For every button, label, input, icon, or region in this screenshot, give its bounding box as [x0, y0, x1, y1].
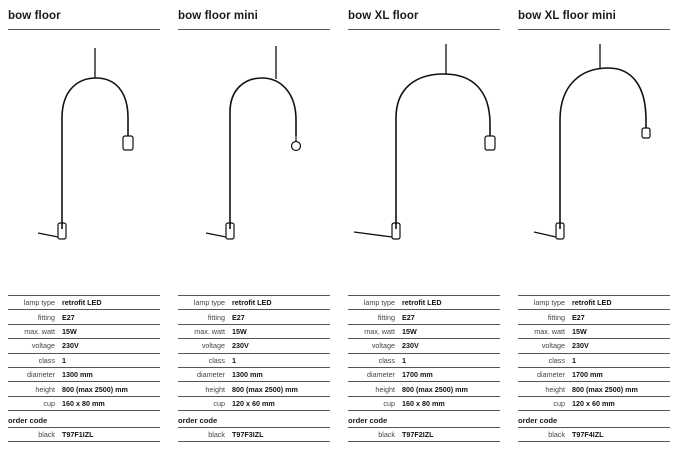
spec-label: lamp type: [363, 298, 395, 308]
spec-label: class: [208, 355, 225, 365]
order-color: black: [378, 430, 395, 440]
order-color: black: [208, 430, 225, 440]
order-code-heading: order code: [348, 416, 388, 425]
spec-value: 120 x 60 mm: [572, 398, 615, 408]
product-column-bow-xl-floor: [348, 0, 500, 458]
spec-label: voltage: [541, 341, 565, 351]
spec-label: class: [38, 355, 55, 365]
spec-value: 1: [402, 355, 406, 365]
order-code-heading: order code: [178, 416, 218, 425]
spec-row: [178, 382, 330, 396]
spec-value: 1700 mm: [572, 370, 603, 380]
spec-value: 1: [62, 355, 66, 365]
order-table: [8, 427, 160, 442]
order-code-heading: order code: [8, 416, 48, 425]
spec-value: E27: [62, 312, 75, 322]
spec-row: [348, 325, 500, 339]
spec-label: height: [35, 384, 55, 394]
spec-row: [8, 354, 160, 368]
spec-row: [8, 325, 160, 339]
order-table: [178, 427, 330, 442]
spec-value: 800 (max 2500) mm: [402, 384, 468, 394]
order-code: T97F3IZL: [232, 430, 264, 440]
spec-value: retrofit LED: [232, 298, 272, 308]
order-code: T97F4IZL: [572, 430, 604, 440]
spec-label: cup: [213, 398, 225, 408]
spec-label: voltage: [371, 341, 395, 351]
spec-value: 230V: [232, 341, 249, 351]
spec-label: max. watt: [194, 326, 225, 336]
spec-value: 1300 mm: [232, 370, 263, 380]
spec-row: [518, 368, 670, 382]
spec-label: height: [205, 384, 225, 394]
spec-table: [8, 295, 160, 411]
spec-row: [178, 397, 330, 411]
order-code: T97F2IZL: [402, 430, 434, 440]
spec-row: [348, 382, 500, 396]
spec-label: voltage: [31, 341, 55, 351]
spec-row: [518, 382, 670, 396]
spec-row: [518, 296, 670, 310]
spec-label: max. watt: [364, 326, 395, 336]
spec-label: cup: [383, 398, 395, 408]
spec-value: 15W: [572, 326, 587, 336]
spec-label: lamp type: [533, 298, 565, 308]
product-title: bow floor: [8, 10, 61, 22]
product-title: bow XL floor: [348, 10, 419, 22]
spec-label: fitting: [377, 312, 395, 322]
spec-value: 160 x 80 mm: [62, 398, 105, 408]
spec-label: class: [378, 355, 395, 365]
lamp-drawing-icon: [348, 40, 500, 250]
spec-label: diameter: [367, 370, 395, 380]
spec-value: 230V: [572, 341, 589, 351]
spec-value: retrofit LED: [572, 298, 612, 308]
order-table: [348, 427, 500, 442]
spec-label: height: [375, 384, 395, 394]
order-row: [348, 428, 500, 442]
order-color: black: [38, 430, 55, 440]
spec-label: diameter: [27, 370, 55, 380]
spec-row: [348, 354, 500, 368]
spec-label: max. watt: [24, 326, 55, 336]
product-column-bow-floor: [8, 0, 160, 458]
lamp-drawing-icon: [178, 40, 330, 250]
spec-value: 1: [232, 355, 236, 365]
spec-row: [518, 397, 670, 411]
title-divider: [348, 29, 500, 30]
product-title: bow floor mini: [178, 10, 258, 22]
spec-label: cup: [43, 398, 55, 408]
spec-label: class: [548, 355, 565, 365]
spec-row: [348, 368, 500, 382]
spec-value: 800 (max 2500) mm: [572, 384, 638, 394]
spec-row: [518, 325, 670, 339]
order-table: [518, 427, 670, 442]
spec-table: [348, 295, 500, 411]
spec-label: fitting: [547, 312, 565, 322]
title-divider: [8, 29, 160, 30]
spec-row: [348, 296, 500, 310]
spec-row: [8, 397, 160, 411]
spec-row: [178, 325, 330, 339]
spec-table: [178, 295, 330, 411]
spec-label: voltage: [201, 341, 225, 351]
spec-value: 230V: [402, 341, 419, 351]
spec-row: [348, 339, 500, 353]
spec-row: [518, 339, 670, 353]
spec-value: 230V: [62, 341, 79, 351]
title-divider: [178, 29, 330, 30]
spec-label: cup: [553, 398, 565, 408]
spec-row: [8, 339, 160, 353]
lamp-drawing-icon: [8, 40, 160, 250]
spec-value: 160 x 80 mm: [402, 398, 445, 408]
spec-label: lamp type: [193, 298, 225, 308]
spec-row: [8, 368, 160, 382]
spec-row: [178, 339, 330, 353]
spec-value: E27: [232, 312, 245, 322]
spec-value: 15W: [232, 326, 247, 336]
spec-value: 1: [572, 355, 576, 365]
spec-row: [178, 354, 330, 368]
spec-value: 800 (max 2500) mm: [232, 384, 298, 394]
spec-table: [518, 295, 670, 411]
spec-value: 800 (max 2500) mm: [62, 384, 128, 394]
product-column-bow-floor-mini: [178, 0, 330, 458]
spec-label: diameter: [197, 370, 225, 380]
spec-row: [178, 310, 330, 324]
spec-value: 1300 mm: [62, 370, 93, 380]
spec-label: fitting: [37, 312, 55, 322]
spec-label: height: [545, 384, 565, 394]
order-code: T97F1IZL: [62, 430, 94, 440]
spec-label: lamp type: [23, 298, 55, 308]
order-row: [178, 428, 330, 442]
order-color: black: [548, 430, 565, 440]
title-divider: [518, 29, 670, 30]
spec-label: max. watt: [534, 326, 565, 336]
spec-label: fitting: [207, 312, 225, 322]
spec-row: [348, 397, 500, 411]
lamp-drawing-icon: [518, 40, 670, 250]
spec-value: E27: [402, 312, 415, 322]
spec-row: [178, 296, 330, 310]
spec-value: retrofit LED: [402, 298, 442, 308]
spec-label: diameter: [537, 370, 565, 380]
product-column-bow-xl-floor-mini: [518, 0, 670, 458]
spec-row: [518, 310, 670, 324]
spec-row: [348, 310, 500, 324]
order-row: [518, 428, 670, 442]
spec-value: 1700 mm: [402, 370, 433, 380]
spec-value: 120 x 60 mm: [232, 398, 275, 408]
spec-row: [8, 310, 160, 324]
spec-row: [518, 354, 670, 368]
spec-row: [178, 368, 330, 382]
spec-row: [8, 382, 160, 396]
spec-value: 15W: [62, 326, 77, 336]
spec-row: [8, 296, 160, 310]
spec-value: 15W: [402, 326, 417, 336]
spec-value: retrofit LED: [62, 298, 102, 308]
order-row: [8, 428, 160, 442]
product-title: bow XL floor mini: [518, 10, 616, 22]
order-code-heading: order code: [518, 416, 558, 425]
spec-value: E27: [572, 312, 585, 322]
